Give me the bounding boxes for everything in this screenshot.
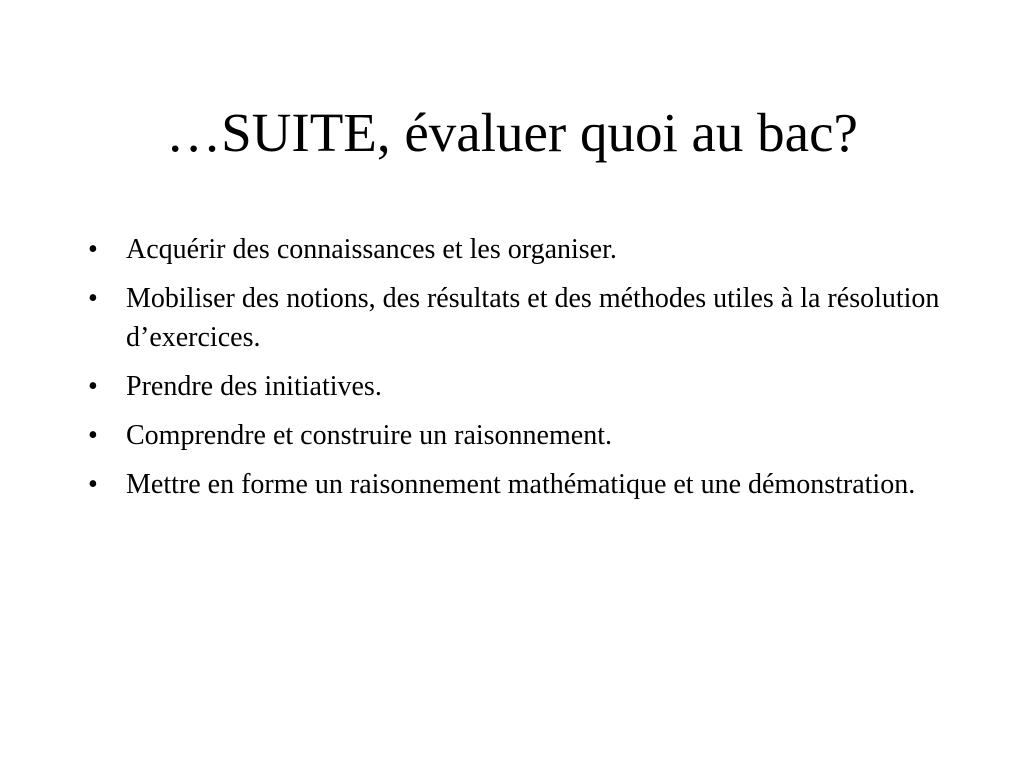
bullet-text: Prendre des initiatives.: [126, 371, 382, 402]
bullet-marker: •: [88, 283, 98, 314]
bullet-marker: •: [88, 371, 98, 402]
bullet-item: [88, 279, 948, 357]
bullet-item: [88, 416, 948, 455]
bullet-text: Mobiliser des notions, des résultats et des méthodes utiles à la résolution d’exercices.: [126, 283, 940, 353]
slide-title: …SUITE, évaluer quoi au bac?: [166, 102, 858, 163]
bullet-text: Acquérir des connaissances et les organiser.: [126, 234, 617, 265]
bullet-marker: •: [88, 234, 98, 265]
bullet-marker: •: [88, 420, 98, 451]
bullet-item: [88, 367, 948, 406]
bullet-item: [88, 465, 948, 504]
bullet-list: [88, 230, 948, 514]
bullet-text: Comprendre et construire un raisonnement.: [126, 420, 612, 451]
bullet-text: Mettre en forme un raisonnement mathématique et une démonstration.: [126, 469, 916, 500]
bullet-marker: •: [88, 469, 98, 500]
bullet-item: [88, 230, 948, 269]
